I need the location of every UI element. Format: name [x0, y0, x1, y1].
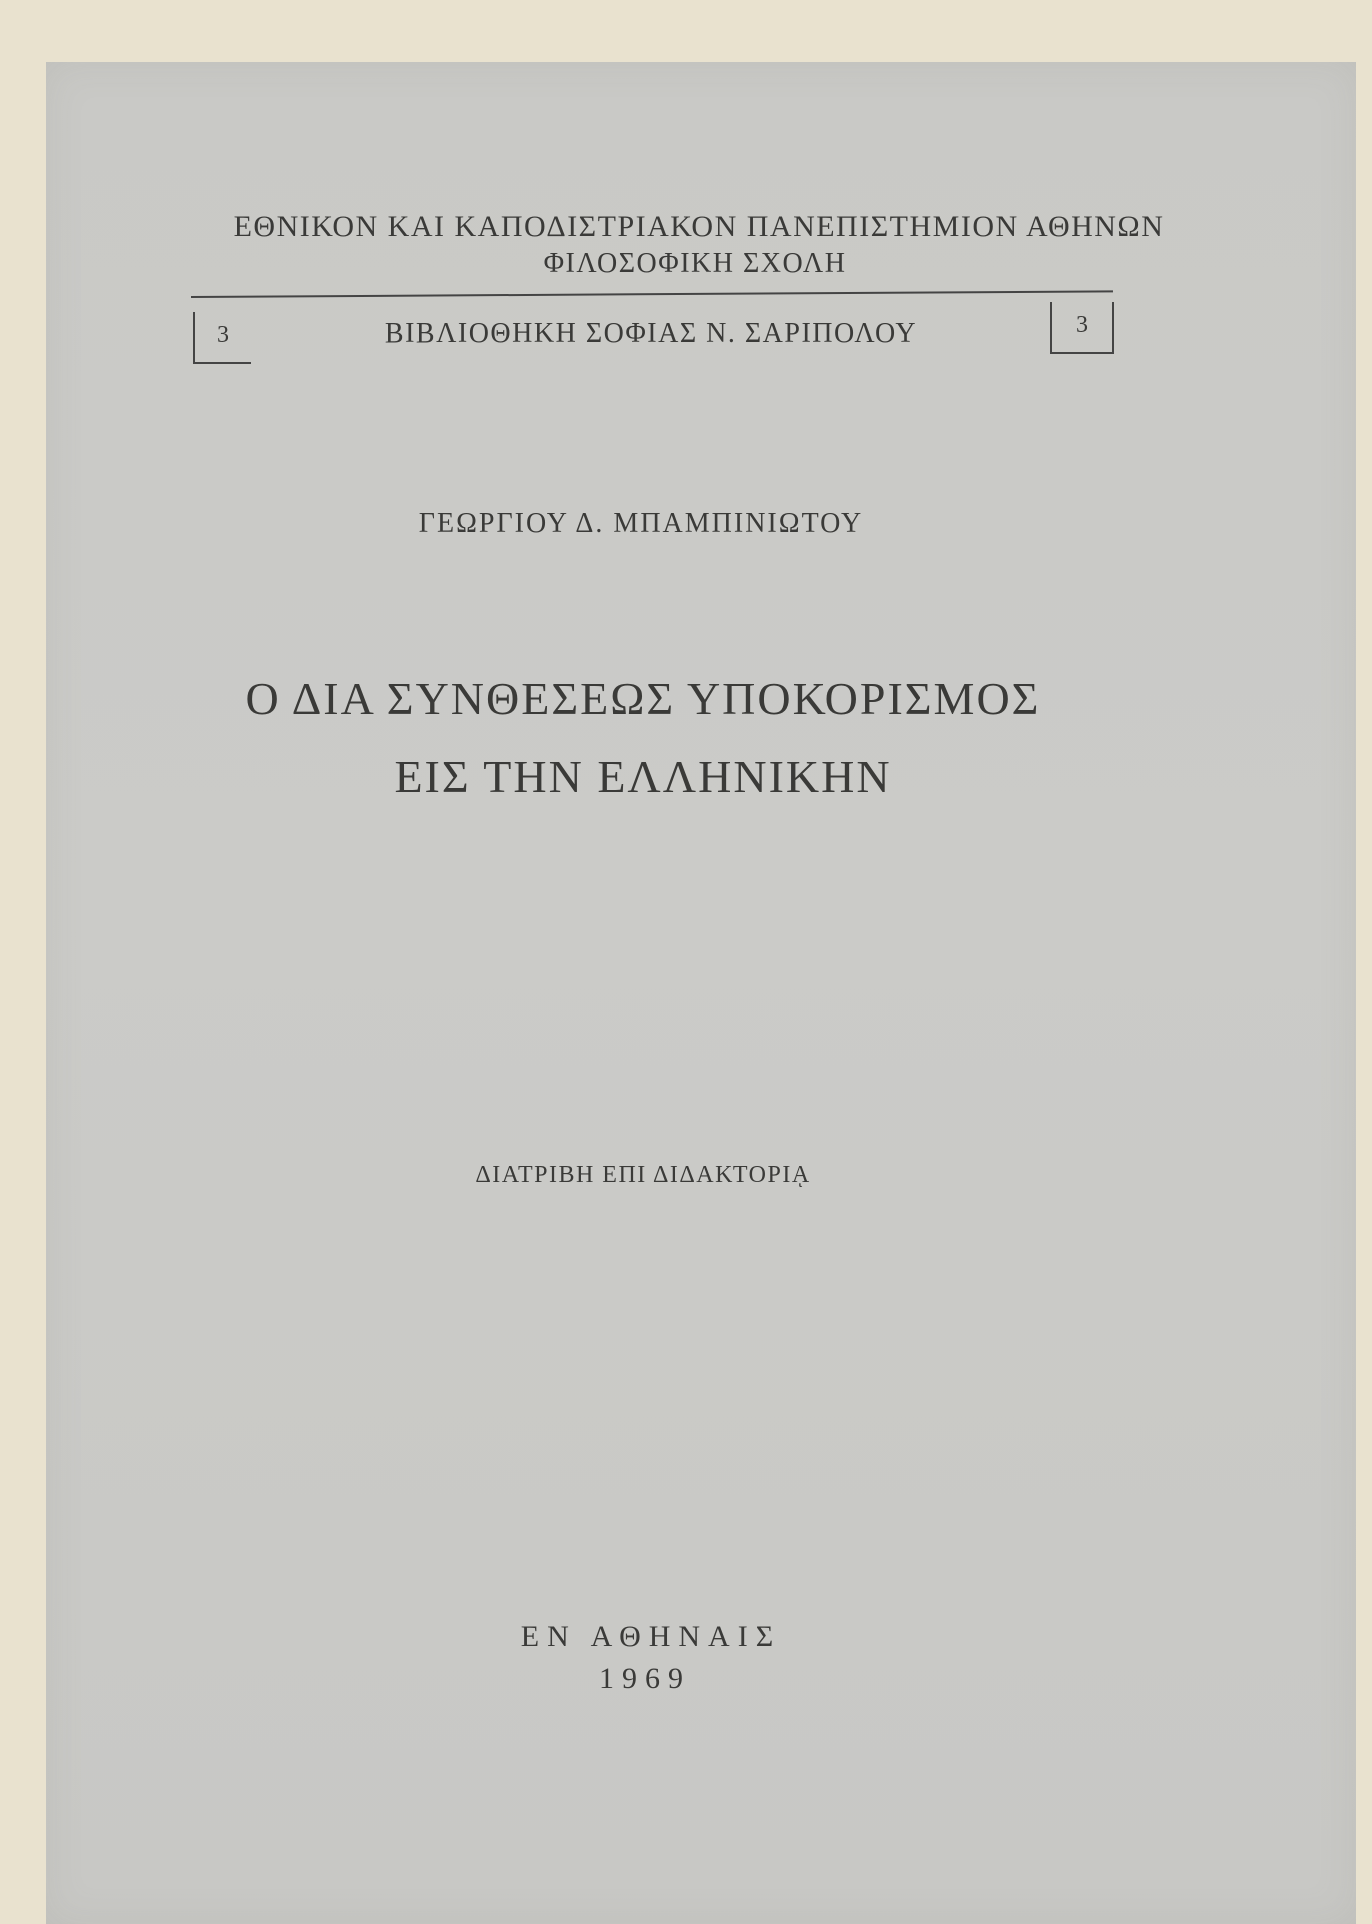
- series-name: ΒΙΒΛΙΟΘΗΚΗ ΣΟΦΙΑΣ Ν. ΣΑΡΙΠΟΛΟΥ: [384, 318, 918, 349]
- author-name: ΓΕΩΡΓΙΟΥ Δ. ΜΠΑΜΠΙΝΙΩΤΟΥ: [418, 508, 864, 539]
- university-name: ΕΘΝΙΚΟΝ ΚΑΙ ΚΑΠΟΔΙΣΤΡΙΑΚΟΝ ΠΑΝΕΠΙΣΤΗΜΙΟΝ ΑΘΗΝΩΝ: [233, 210, 1165, 243]
- imprint-year: 1969: [599, 1662, 691, 1695]
- faculty-name: ΦΙΛΟΣΟΦΙΚΗ ΣΧΟΛΗ: [543, 248, 847, 279]
- subtitle: ΔΙΑΤΡΙΒΗ ΕΠΙ ΔΙΔΑΚΤΟΡΙᾼ: [475, 1162, 811, 1188]
- imprint-place: ΕΝ ΑΘΗΝΑΙΣ: [520, 1620, 782, 1653]
- cover-page: [46, 62, 1356, 1924]
- series-rule: [191, 290, 1113, 298]
- series-number-left: 3: [193, 312, 251, 364]
- series-number-right: 3: [1050, 302, 1114, 354]
- title-line-2: ΕΙΣ ΤΗΝ ΕΛΛΗΝΙΚΗΝ: [394, 751, 892, 802]
- title-line-1: Ο ΔΙΑ ΣΥΝΘΕΣΕΩΣ ΥΠΟΚΟΡΙΣΜΟΣ: [245, 673, 1041, 724]
